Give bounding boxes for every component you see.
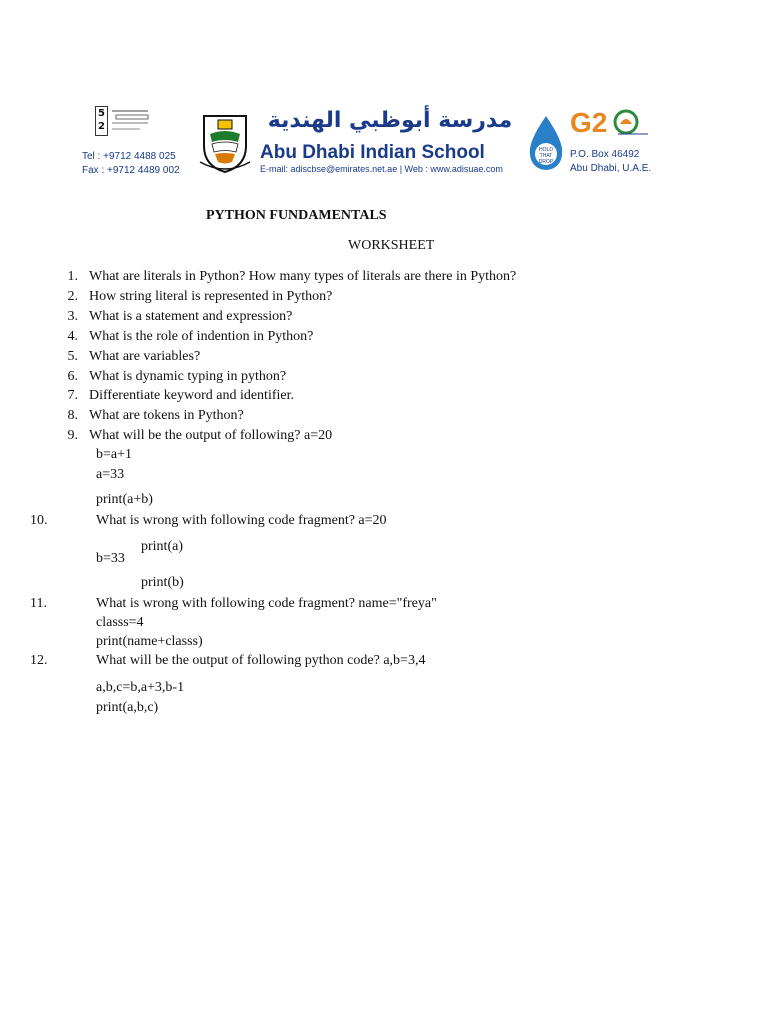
question-text: What is a statement and expression? (89, 309, 293, 324)
svg-text:G2: G2 (570, 107, 608, 138)
fax-number: Fax : +9712 4489 002 (82, 165, 180, 176)
question-text: What are tokens in Python? (89, 408, 244, 423)
question-number: 11. (30, 596, 47, 611)
question-number: 5. (67, 349, 78, 364)
code-line: a,b,c=b,a+3,b-1 (96, 680, 185, 695)
svg-text:THAT: THAT (539, 153, 553, 159)
question-number: 12. (30, 653, 48, 668)
question-number: 8. (67, 408, 78, 423)
code-line: a=33 (96, 467, 125, 482)
question-number: 6. (67, 369, 78, 384)
phone-fax-block (82, 150, 180, 178)
question-text: What will be the output of following python code? a,b=3,4 (96, 653, 426, 668)
code-line: b=a+1 (96, 447, 133, 462)
phone-number: Tel : +9712 4488 025 (82, 151, 176, 162)
worksheet-title: PYTHON FUNDAMENTALS (206, 208, 387, 223)
code-line: classs=4 (96, 615, 144, 630)
water-drop-logo-icon (524, 114, 568, 174)
school-name-arabic: مدرسة أبوظبي الهندية (267, 108, 513, 133)
question-number: 7. (67, 388, 78, 403)
school-crest-icon (198, 112, 252, 174)
letterhead (80, 100, 664, 182)
question-number: 4. (67, 329, 78, 344)
question-text: Differentiate keyword and identifier. (89, 388, 294, 403)
question-text: What is the role of indention in Python? (89, 329, 314, 344)
question-text: What is wrong with following code fragment? name="freya" (96, 596, 437, 611)
address-block (570, 148, 651, 176)
code-line: print(a,b,c) (96, 700, 159, 715)
code-line: print(a) (141, 539, 183, 554)
worksheet-subtitle: WORKSHEET (348, 238, 435, 253)
question-number: 10. (30, 513, 48, 528)
g20-logo-icon (570, 104, 650, 140)
city: Abu Dhabi, U.A.E. (570, 163, 652, 174)
code-line: print(b) (141, 575, 184, 590)
code-line: print(name+classs) (96, 634, 203, 649)
po-box: P.O. Box 46492 (570, 149, 640, 160)
question-text: How string literal is represented in Python? (89, 289, 333, 304)
question-number: 2. (67, 289, 78, 304)
question-number: 9. (67, 428, 78, 443)
question-text: What are literals in Python? How many types of literals are there in Python? (89, 269, 517, 284)
question-text: What are variables? (89, 349, 201, 364)
question-text: What is dynamic typing in python? (89, 369, 287, 384)
question-text: What is wrong with following code fragment? a=20 (96, 513, 387, 528)
barcode-digits: 5 2 (95, 106, 108, 136)
question-number: 1. (67, 269, 78, 284)
registration-lines-icon (110, 108, 150, 134)
code-line: b=33 (96, 551, 125, 566)
code-line: print(a+b) (96, 492, 153, 507)
email-web-line: E-mail: adiscbse@emirates.net.ae | Web : www.adisuae.com (260, 164, 503, 174)
question-number: 3. (67, 309, 78, 324)
school-name: Abu Dhabi Indian School (260, 142, 485, 163)
svg-text:HOLD: HOLD (539, 147, 553, 153)
svg-text:DROP: DROP (538, 159, 554, 165)
registration-mark (95, 106, 151, 136)
question-text: What will be the output of following? a=20 (89, 428, 333, 443)
